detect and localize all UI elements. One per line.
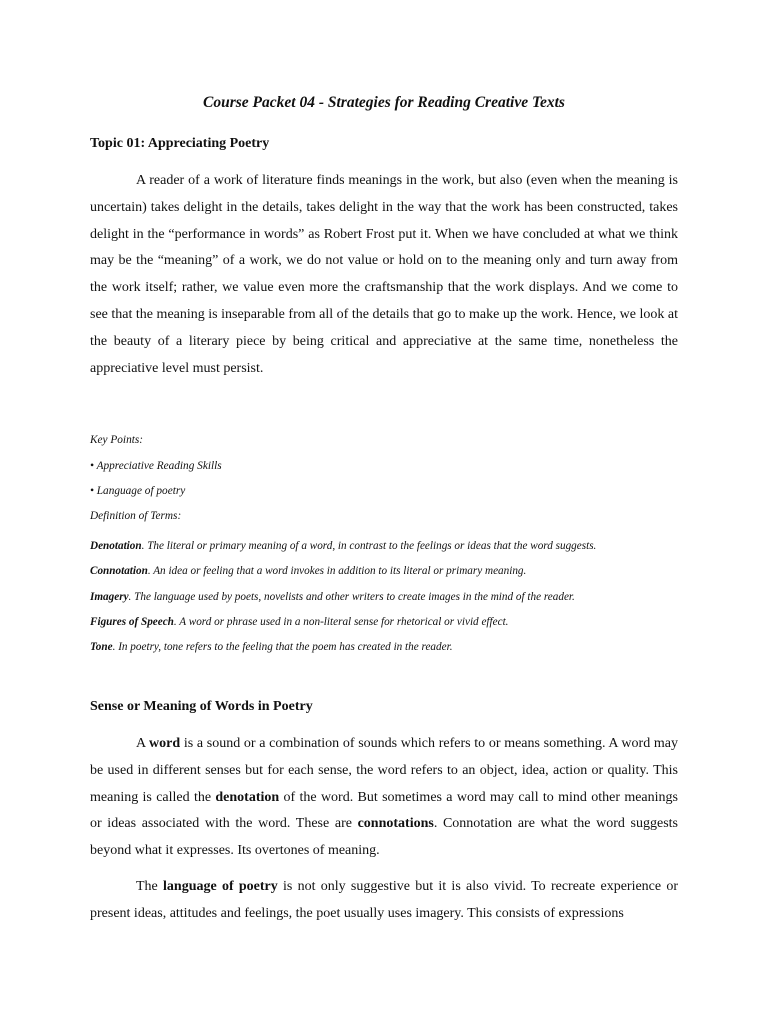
definition-item — [90, 635, 710, 660]
document-title: Course Packet 04 - Strategies for Reading Creative Texts — [203, 94, 565, 111]
definition-text: . The literal or primary meaning of a word, in contrast to the feelings or ideas that the word suggests. — [141, 540, 597, 552]
definition-item — [90, 585, 710, 610]
definition-item — [90, 610, 710, 635]
definition-term: Figures of Speech — [90, 615, 174, 628]
definition-term: Connotation — [90, 565, 148, 578]
definition-item — [90, 534, 710, 559]
section-heading: Sense or Meaning of Words in Poetry — [90, 699, 313, 714]
definition-text: . In poetry, tone refers to the feeling that the poem has created in the reader. — [112, 641, 453, 654]
topic-heading: Topic 01: Appreciating Poetry — [90, 136, 270, 151]
definition-term: Tone — [90, 641, 113, 654]
intro-paragraph: A reader of a work of literature finds meanings in the work, but also (even when the meaning is uncertain) takes delight in the details, takes delight in the way that the work has been constructed, takes delight in the “performance in words” as Robert Frost put it. When we have concluded at what we think may be the “meaning” of a work, we do not value or hold on to the meaning only and turn away from the work itself; rather, we value even more the craftsmanship that the work displays. And we come to see that the meaning is inseparable from all of the details that go to make up the work. Hence, we look at the beauty of a literary piece by being critical and appreciative at the same time, nonetheless the appreciative level must persist. — [90, 173, 678, 376]
bold-term: denotation — [215, 789, 280, 805]
definition-text: . An idea or feeling that a word invokes in addition to its literal or primary meaning. — [147, 565, 527, 578]
bold-term: word — [149, 736, 181, 751]
bold-term: connotations — [357, 816, 434, 832]
definition-term: Denotation — [90, 540, 142, 552]
definition-text: . The language used by poets, novelists and other writers to create images in the mind of the reader. — [128, 590, 575, 603]
key-point-item: • Language of poetry — [90, 485, 186, 497]
definition-label: Definition of Terms: — [90, 510, 182, 522]
bold-term: language of poetry — [163, 879, 278, 894]
key-points-label: Key Points: — [90, 434, 144, 446]
language-paragraph: The language of poetry is not only suggestive but it is also vivid. To recreate experience or present ideas, attitudes and feelings, the poet usually uses imagery. This consists of expressions — [90, 879, 679, 921]
definition-text: . A word or phrase used in a non-literal sense for rhetorical or vivid effect. — [173, 615, 509, 628]
definition-item — [90, 559, 710, 584]
definition-term: Imagery — [90, 590, 129, 603]
definitions-list — [90, 534, 710, 660]
word-sense-paragraph: A word is a sound or a combination of sounds which refers to or means something. A word may be used in different senses but for each sense, the word refers to an object, idea, action or quality. This meaning is called the denotation of the word. But sometimes a word may call to mind other meanings or ideas associated with the word. These are connotations. Connotation are what the word suggests beyond what it expresses. Its overtones of meaning. — [90, 736, 678, 859]
key-point-item: • Appreciative Reading Skills — [90, 460, 222, 472]
